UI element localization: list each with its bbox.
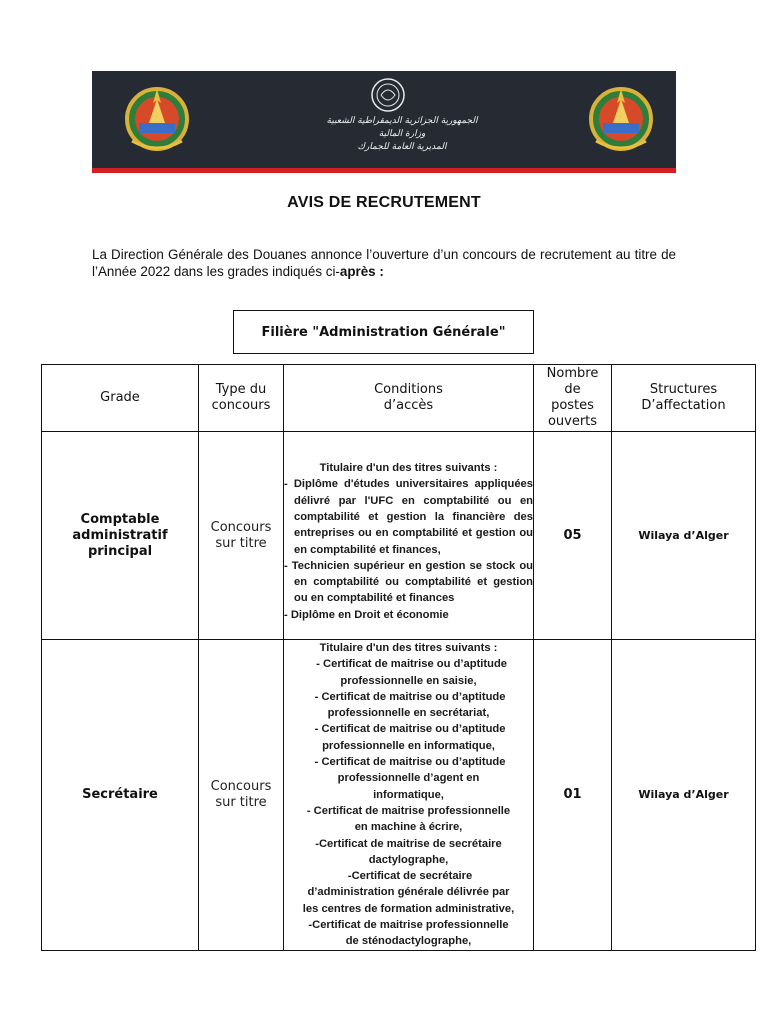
grade-cell: Comptable administratif principal <box>42 432 199 640</box>
header-type: Type du concours <box>199 365 284 432</box>
intro-text: La Direction Générale des Douanes annonce l’ouverture d’un concours de recrutement au titre de l’Année 2022 dans les grades indiqués ci- <box>92 247 676 279</box>
postes-cell: 05 <box>534 432 612 640</box>
postes-cell: 01 <box>534 640 612 951</box>
header-arabic-line3: المديرية العامة للجمارك <box>357 142 447 152</box>
structure-cell: Wilaya d’Alger <box>612 640 756 951</box>
condition-item: - Diplôme d'études universitaires appliquées délivré par l'UFC en comptabilité ou en comptabilité et gestion la financière des entreprises ou en comptabilité et gestion ou en comptabilité et finances, <box>284 478 533 556</box>
intro-paragraph <box>92 246 676 280</box>
header-structures: Structures D’affectation <box>612 365 756 432</box>
header-nombre-postes: Nombre de postes ouverts <box>534 365 612 432</box>
table-header-row <box>42 365 756 432</box>
condition-item: - Technicien supérieur en gestion se stock ou en comptabilité ou comptabilité et gestion ou en comptabilité et finances <box>284 559 533 605</box>
header-conditions: Conditions d’accès <box>284 365 534 432</box>
intro-bold-tail: après : <box>339 264 384 279</box>
filiere-box: Filière "Administration Générale" <box>233 310 534 354</box>
ministry-seal <box>362 75 414 115</box>
header-arabic-line1: الجمهورية الجزائرية الديمقراطية الشعبية <box>326 116 478 126</box>
customs-emblem-left <box>122 81 192 161</box>
conditions-cell: Titulaire d'un des titres suivants : - Certificat de maitrise ou d’aptitude professionnelle en saisie, - Certificat de maitrise ou d’aptitude professionnelle en secrétariat, - Certificat de maitrise ou d’aptitude professionnelle en informatique, - Certificat de maitrise ou d’aptitude professionnelle d’agent en informatique, - Certificat de maitrise professionnelle en machine à écrire, -Certificat de maitrise de secrétaire dactylographe, -Certificat de secrétaire d’administration générale délivrée par les centres de formation administrative, -Certificat de maitrise professionnelle de sténodactylographe, <box>284 640 534 951</box>
table-row <box>42 640 756 951</box>
header-arabic-line2: وزارة المالية <box>378 129 426 139</box>
conditions-cell: Titulaire d'un des titres suivants : - Diplôme d'études universitaires appliquées délivré par l'UFC en comptabilité ou en comptabilité et gestion la financière des entreprises ou en comptabilité et gestion ou en comptabilité et finances, - Technicien supérieur en gestion se stock ou en comptabilité ou comptabilité et gestion ou en comptabilité et finances - Diplôme en Droit et économie <box>284 432 534 640</box>
page-title: AVIS DE RECRUTEMENT <box>287 194 481 211</box>
condition-item: - Diplôme en Droit et économie <box>284 608 449 621</box>
header-banner <box>92 71 676 173</box>
structure-cell: Wilaya d’Alger <box>612 432 756 640</box>
grade-cell: Secrétaire <box>42 640 199 951</box>
customs-emblem-right <box>586 81 656 161</box>
type-cell: Concours sur titre <box>199 432 284 640</box>
recruitment-table <box>41 364 756 951</box>
table-row <box>42 432 756 640</box>
header-grade: Grade <box>42 365 199 432</box>
type-cell: Concours sur titre <box>199 640 284 951</box>
